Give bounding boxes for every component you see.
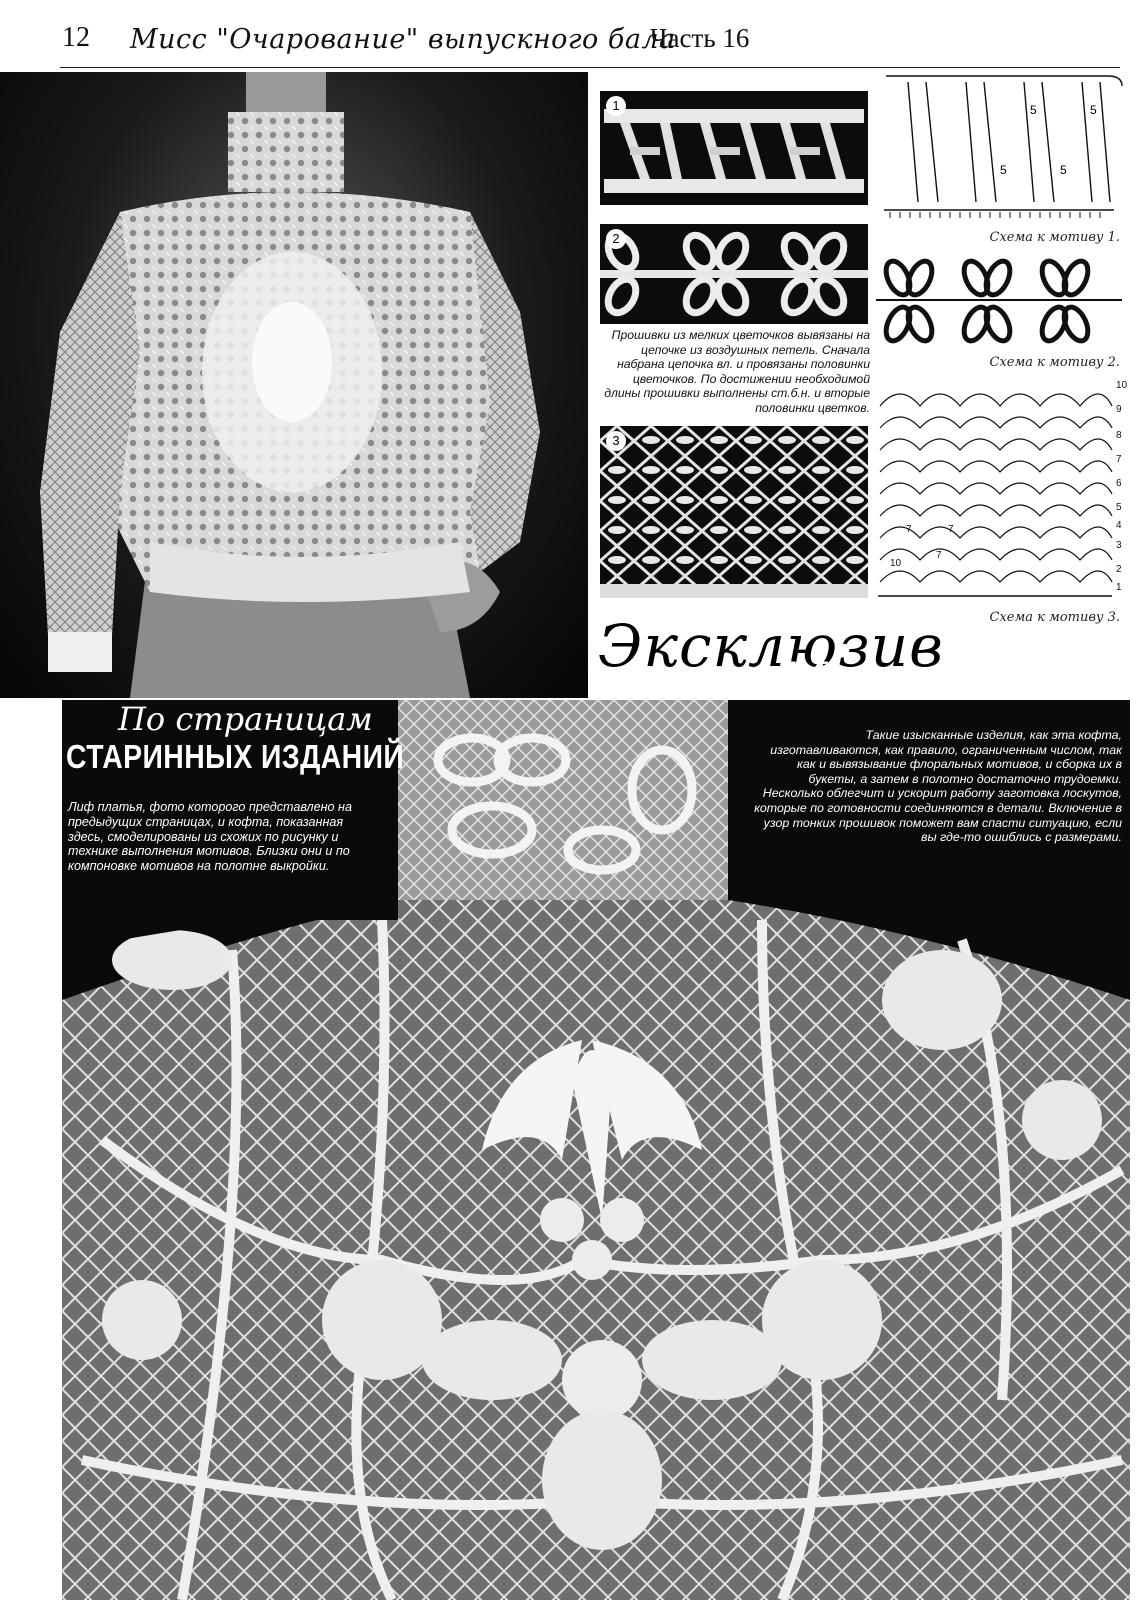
scheme1-label-c: 5 [1000,163,1007,177]
chart-motif-3 [876,376,1126,604]
scheme-caption-3: Схема к мотиву 3. [989,610,1120,625]
scheme-motif-3 [876,376,1126,604]
scheme1-label-b: 5 [1090,103,1097,117]
scheme3-row-10: 10 [1116,380,1128,391]
swatch-number-2: 2 [606,229,626,249]
scheme3-row-3: 3 [1116,540,1122,551]
swatch-number-1: 1 [606,96,626,116]
scheme3-label-b: 7 [948,524,954,535]
right-paragraph-2: Несколько облегчит и ускорит работу заготовка лоскутов, которые по готовности соединяются в детали. Включение в узор тонких прошивок поможет вам спасти ситуацию, если вы где-то ошиблись с размерами. [754,786,1122,845]
scheme1-label-a: 5 [1030,103,1037,117]
scheme-motif-1 [878,72,1124,226]
blouse-illustration [0,72,588,698]
left-article-text [68,800,368,874]
scheme3-row-9: 9 [1116,404,1122,415]
left-paragraph: Лиф платья, фото которого представлено на предыдущих страницах, и кофта, показанная здесь, смоделированы из схожих по рисунку и технике выполнения мотивов. Близки они и по компоновке мотивов на полотне выкройки. [68,800,352,874]
part-label: Часть 16 [650,23,750,53]
scheme3-row-5: 5 [1116,502,1122,513]
page-header [0,0,1143,70]
chart-motif-2 [876,252,1122,352]
swatch-number-3: 3 [606,431,626,451]
scheme3-label-c: 10 [890,558,902,569]
scheme-motif-2 [876,252,1122,352]
scheme3-row-2: 2 [1116,564,1122,575]
heading-script: По страницам [118,700,373,738]
scheme3-row-8: 8 [1116,430,1122,441]
flower-braid-swatch [600,224,868,324]
net-mesh-swatch [600,426,868,598]
scheme3-row-4: 4 [1116,520,1122,531]
right-paragraph-1: Такие изысканные изделия, как эта кофта, изготавливаются, как правило, ограниченным числом, так как и вывязывание флоральных мотивов, и сборка их в букеты, а затем в полотно достаточно трудоемки. [770,728,1122,786]
right-article-text [752,728,1122,845]
swatch-motif-3 [600,426,868,598]
swatch-note: Прошивки из мелких цветочков вывязаны на цепочке из воздушных петель. Сначала набрана цепочка вл. и провязаны половинки цветочков. По достижении необходимой длины прошивки выполнены ст.б.н. и вторые половинки цветков. [604,328,870,415]
chart-motif-1 [878,72,1124,226]
scheme3-row-1: 1 [1116,582,1122,593]
scheme-caption-2: Схема к мотиву 2. [989,355,1120,370]
magazine-title: Мисс "Очарование" выпускного бала [130,24,676,55]
scheme3-label-a: 7 [906,524,912,535]
swatch-motif-2 [600,224,868,324]
scheme-caption-1: Схема к мотиву 1. [989,230,1120,245]
scheme1-label-d: 5 [1060,163,1067,177]
title-exclusive: Эксклюзив [598,612,944,680]
blouse-photo [0,72,588,698]
scheme3-row-7: 7 [1116,454,1122,465]
scheme3-label-d: 7 [936,550,942,561]
page-number: 12 [62,22,90,53]
ladder-lace-swatch [600,91,868,205]
heading-caps: СТАРИННЫХ ИЗДАНИЙ [66,738,405,775]
title-mass: Массовость [780,652,1093,706]
header-divider [60,67,1120,68]
scheme3-row-6: 6 [1116,478,1122,489]
swatch-motif-1 [600,91,868,205]
